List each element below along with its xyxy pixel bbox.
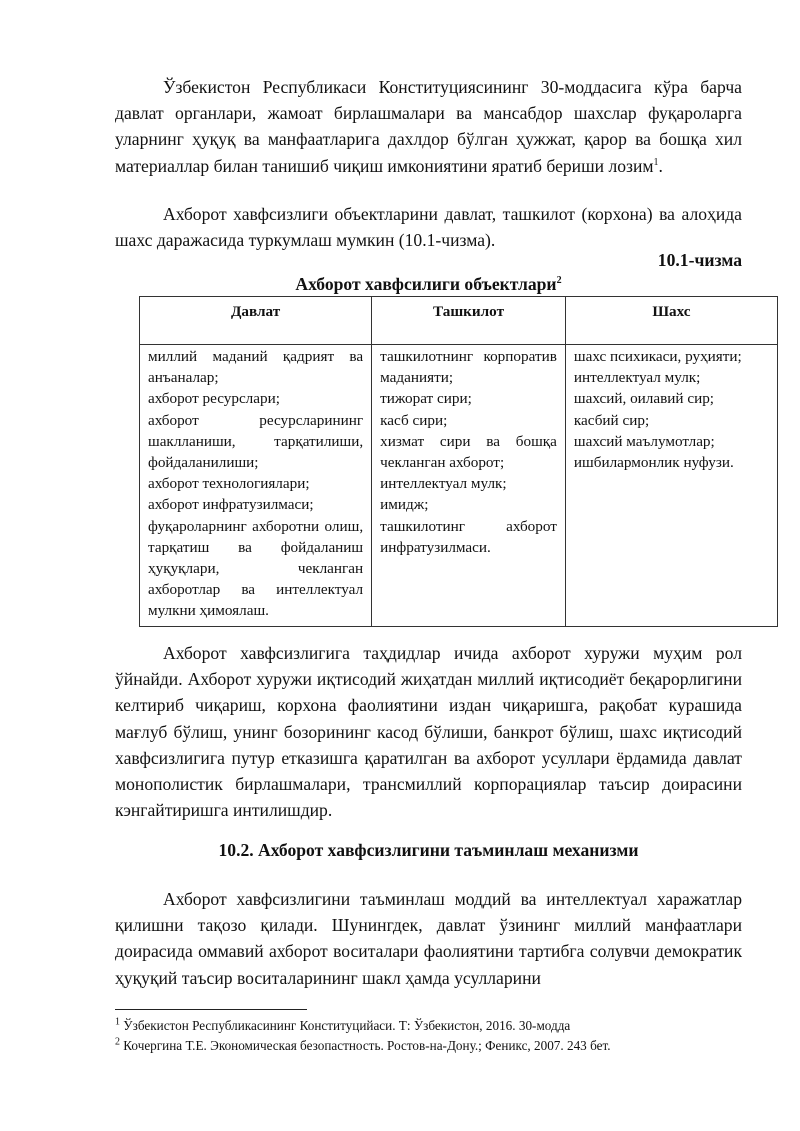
list-item: имидж; (380, 496, 429, 514)
header-person: Шахс (565, 297, 777, 345)
list-item: касбий сир; (573, 411, 650, 429)
list-item: хизмат сири ва бошқа чекланган ахборот; (380, 432, 557, 472)
list-item: шахсий маълумотлар; (573, 432, 715, 450)
list-item: тижорат сири; (380, 390, 472, 408)
list-item: ахборот технологиялари; (148, 475, 310, 493)
list-item: миллий маданий қадрият ва анъаналар; (148, 348, 364, 387)
table-row (140, 345, 778, 627)
footnote-ref[interactable]: 2 (556, 275, 562, 287)
figure-title: Ахборот хавфсилиги объектлари$^2$ (295, 274, 562, 294)
footnote-1: $^1$ Ўзбекистон Республикасининг Конституцийаси. Т: Ўзбекистон, 2016. 30-модда (115, 1016, 571, 1033)
list-item: интеллектуал мулк; (380, 475, 507, 493)
paragraph-text: Ўзбекистон Республикаси Конституциясининг 30-моддасига кўра барча давлат органлари, жамоат бирлашмалари ва мансабдор шахслар фуқароларга уларнинг ҳуқуқ ва манфаатларига дахлдор бўлган ҳужжат, қарор ва бошқа хил материаллар билан танишиб чиқиш имкониятини яратиб бериши лозим (115, 77, 742, 176)
list-item: интеллектуал мулк; (573, 369, 701, 387)
list-item: фуқароларнинг ахборотни олиш, тарқатиш ва фойдаланиш ҳуқуқлари, чекланган ахборотлар ва интеллектуал мулкни ҳимоялаш. (148, 517, 364, 620)
cell-state (140, 345, 372, 627)
paragraph-classification: Ахборот хавфсизлиги объектларини давлат, ташкилот (корхона) ва алоҳида шахс даражасида туркумлаш мумкин (10.1-чизма). (115, 204, 742, 251)
paragraph-mechanism: Ахборот хавфсизлигини таъминлаш моддий ва интеллектуал харажатлар қилишни тақозо қилади. Шунингдек, давлат ўзининг миллий манфаатлари доирасида оммавий ахборот воситалари фаолиятини тартибга солувчи демократик ҳуқуқий таъсир воситаларининг шакл ҳамда усулларини (115, 889, 742, 988)
list-item: ахборот инфратузилмаси; (148, 496, 314, 514)
list-item: шахсий, оилавий сир; (573, 390, 715, 408)
list-item: ташкилотнинг корпоратив маданияти; (380, 348, 557, 387)
list-item: ташкилотинг ахборот инфратузилмаси. (380, 517, 557, 556)
footnote-ref[interactable]: 1 (653, 156, 659, 168)
table-header-row (140, 297, 778, 345)
header-state: Давлат (140, 297, 372, 345)
list-item: шахс психикаси, руҳияти; (573, 348, 742, 365)
list-item: касб сири; (380, 411, 448, 429)
list-item: ахборот ресурсларининг шаклланиши, тарқатилиши, фойдаланилиши; (148, 411, 364, 472)
footnote-2: $^2$ Кочергина Т.Е. Экономическая безопастность. Ростов-на-Дону.; Феникс, 2007. 243 бет. (115, 1036, 611, 1053)
header-organization: Ташкилот (372, 297, 566, 345)
paragraph-constitution: Ўзбекистон Республикаси Конституциясининг 30-моддасига кўра барча давлат органлари, жамоат бирлашмалари ва мансабдор шахслар фуқароларга уларнинг ҳуқуқ ва манфаатларига дахлдор бўлган ҳужжат, қарор ва бошқа хил материаллар билан танишиб чиқиш имкониятини яратиб бериши лозим$^1$. (115, 77, 742, 176)
paragraph-info-attack: Ахборот хавфсизлигига таҳдидлар ичида ахборот хуружи муҳим рол ўйнайди. Ахборот хуружи иқтисодий жиҳатдан миллий иқтисодиёт беқарорлигини келтириб чиқариш, корхона фаолиятини издан чиқаришга, рақобат курашида мағлуб бўлиш, унинг бозорининг касод бўлиши, банкрот бўлиш, шахс иқтисодий хавфсизлигига путур етказишга қаратилган ва ахборот усуллари ёрдамида давлат монополистик бирлашмалари, трансмиллий корпорациялар таъсир доирасини кэнгайтиришга интилишдир. (115, 643, 742, 821)
section-heading: 10.2. Ахборот хавфсизлигини таъминлаш механизми (218, 840, 639, 860)
list-item: ахборот ресурслари; (148, 390, 280, 408)
cell-organization (372, 345, 566, 627)
footnote-divider (115, 1009, 307, 1010)
cell-person (565, 345, 777, 627)
list-item: ишбилармонлик нуфузи. (573, 454, 734, 472)
objects-table (139, 296, 778, 627)
figure-label: 10.1-чизма (657, 250, 742, 270)
